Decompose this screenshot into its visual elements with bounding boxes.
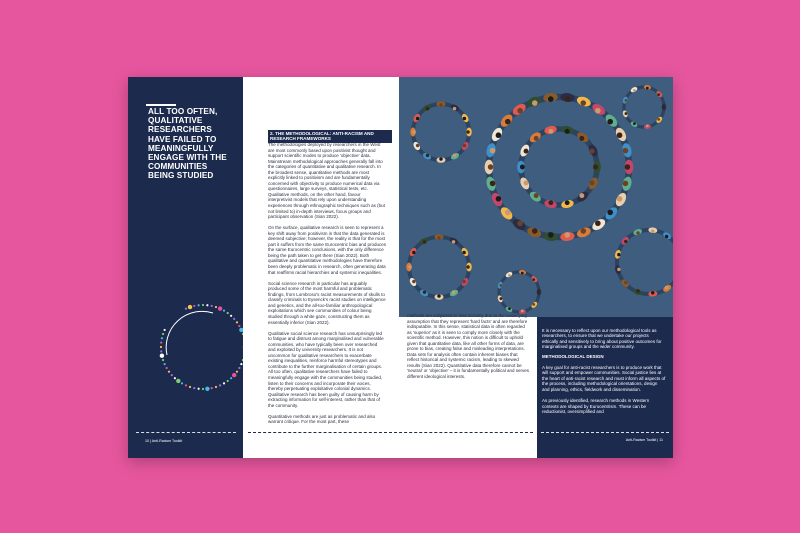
person-head	[651, 229, 655, 233]
person-head	[651, 291, 655, 295]
person-head	[532, 228, 538, 234]
person-head	[452, 290, 456, 294]
ring-dot	[198, 388, 200, 390]
person-head	[437, 236, 441, 240]
person-head	[617, 132, 623, 138]
person-head	[453, 154, 457, 158]
footer-right: Anti-Racism Toolkit | 11	[625, 438, 663, 442]
person-head	[488, 164, 494, 170]
ring-dot	[215, 306, 217, 308]
person-head	[500, 284, 503, 287]
ring-dot	[160, 346, 162, 348]
person-head	[490, 181, 496, 187]
person-head	[580, 100, 586, 106]
person-head	[548, 96, 554, 102]
person-head	[439, 157, 443, 161]
person-head	[466, 130, 470, 134]
person-head	[416, 117, 420, 121]
person-head	[564, 96, 570, 102]
ring-dot	[215, 386, 217, 388]
ring-dot	[162, 359, 164, 361]
person-head	[595, 220, 601, 226]
ring-dot	[174, 377, 176, 379]
person-head	[636, 231, 640, 235]
person-head	[500, 297, 503, 300]
person-head	[623, 181, 629, 187]
person-head	[466, 265, 470, 269]
person-head	[625, 99, 628, 102]
person-head	[412, 251, 416, 255]
footer-dashed-line	[136, 432, 236, 433]
footer-dashed-line-right	[541, 432, 669, 433]
person-head	[521, 272, 524, 275]
ring-dot	[227, 380, 229, 382]
ring-dot	[223, 382, 225, 384]
people-ring	[413, 104, 469, 160]
ring-dot	[238, 367, 240, 369]
ring-dot	[164, 363, 166, 365]
footer-dashed-line-center	[248, 432, 533, 433]
ring-dot	[206, 304, 208, 306]
person-head	[452, 240, 456, 244]
person-head	[593, 165, 598, 170]
person-head	[520, 165, 525, 170]
ring-dot	[218, 306, 222, 310]
person-head	[453, 107, 457, 111]
ring-dot	[230, 377, 232, 379]
ring-dot	[211, 387, 213, 389]
ring-dot	[227, 312, 229, 314]
section-heading: 2. THE METHODOLOGICAL: ANTI-RACISM AND RESEARCH FRAMEWORKS	[268, 130, 392, 143]
illustration-svg	[399, 77, 673, 317]
person-head	[439, 103, 443, 107]
ring-dot	[160, 350, 162, 352]
column-c-subheading: METHODOLOGICAL DESIGN	[542, 353, 604, 359]
person-head	[564, 232, 570, 238]
ring-dot	[181, 382, 183, 384]
ring-dot	[193, 387, 195, 389]
person-head	[625, 112, 628, 115]
person-head	[646, 87, 649, 90]
ring-dot	[185, 384, 187, 386]
person-head	[548, 200, 553, 205]
ring-dot	[160, 342, 162, 344]
ring-dot	[162, 333, 164, 335]
footer-left: 10 | Anti-Racism Toolkit	[145, 439, 183, 443]
person-head	[423, 290, 427, 294]
person-head	[532, 100, 538, 106]
person-head	[532, 303, 535, 306]
person-head	[636, 289, 640, 293]
person-head	[607, 210, 613, 216]
person-head	[633, 122, 636, 125]
person-head	[646, 125, 649, 128]
person-head	[665, 286, 669, 290]
ring-dot	[161, 337, 163, 339]
person-head	[408, 265, 412, 269]
ring-dot	[236, 321, 238, 323]
ring-dot	[236, 371, 238, 373]
person-head	[412, 280, 416, 284]
ring-dot	[232, 373, 236, 377]
booklet-spread	[128, 77, 673, 458]
person-head	[665, 235, 669, 239]
person-head	[590, 149, 595, 154]
person-head	[517, 220, 523, 226]
ring-dot	[171, 374, 173, 376]
people-ring	[409, 237, 469, 297]
person-head	[537, 291, 540, 294]
ring-dot	[198, 304, 200, 306]
ring-dot	[202, 304, 204, 306]
person-head	[505, 210, 511, 216]
body-column-b: methods are subjected to less scrutiny due to the underlying assumption that they represent 'hard facts' and are therefore indisputable. In this sense, statistical data is often regarded as 'superior' as it is seen to comply more closely with the scientific method. However, this notion is difficult to uphold given that quantitative data, like all other forms of data, are prone to bias, creating false and misleading interpretations. Data sets for analysis often contain inherent biases that reflect historical and systemic racism, leading to skewed results (Sian 2022). Quantitative data therefore cannot be 'neutral' or 'objective' – it is fundamentally political and serves different ideological interests.	[407, 313, 529, 380]
person-head	[423, 240, 427, 244]
person-head	[462, 280, 466, 284]
person-head	[548, 129, 553, 134]
person-head	[617, 268, 621, 272]
person-head	[617, 253, 621, 257]
left-navy-panel	[128, 77, 243, 458]
ring-dot	[166, 367, 168, 369]
ring-dot	[202, 388, 204, 390]
person-head	[524, 180, 529, 185]
person-head	[532, 278, 535, 281]
body-column-a: The methodologies deployed by researchers in the West are most commonly based upon positivist thought and support scientific modes to produce 'objective' data. Mainstream methodological approaches generally fall into the categories of quantitative and qualitative research. In the broadest sense, quantitative methods are most explicitly linked to positivism and are fundamentally concerned with objectivity to produce numerical data via questionnaires, large surveys, statistical tests, etc. Qualitative methods, on the other hand, favour interpretivist models that rely upon understanding experiences through ethnographic techniques such as (but not limited to) in-depth interviews, focus groups and participant observation (Sian 2022). On the surface, qualitative research is seen to represent a key shift away from positivism in that the data generated is deemed subjective; however, the reality is that for the most part it suffers from the same Eurocentric bias and produces the same Eurocentric conclusions, with the only difference being the path taken to get there (Sian 2022). Both qualitative and quantitative methodologies have therefore been deeply problematic in research, often generating data that reaffirms racial hierarchies and systemic inequalities. Social science research in particular has arguably produced some of the most harmful and problematic findings, from Lombroso's racist measurements of skulls to classify criminals to Eysenck's racist studies on intelligence and genetics, and the all-too-familiar anthropological exploitations which see communities of colour being studied through a white gaze, constructing them as essentially inferior (Sian 2022). Qualitative social science research has unsurprisingly led to fatigue and distrust among marginalised and vulnerable communities, who have typically been over researched and exploited by university researchers. It is not uncommon for qualitative researchers to exacerbate existing inequalities, reinforce harmful stereotypes and contribute to the further marginalisation of certain groups. All too often, qualitative researchers have failed to meaningfully engage with the communities being studied, listen to their concerns and incorporate their voices, thereby perpetuating exploitative colonial dynamics. Qualitative research has been guilty of causing harm by extracting information for self-interest, rather than that of the community. Quantitative methods are just as problematic and also warrant critique. For the most part, these	[268, 142, 386, 425]
person-head	[426, 107, 430, 111]
person-head	[580, 228, 586, 234]
person-head	[548, 232, 554, 238]
person-head	[590, 180, 595, 185]
ring-dot	[223, 310, 225, 312]
person-head	[426, 154, 430, 158]
person-head	[579, 193, 584, 198]
person-head	[565, 200, 570, 205]
pull-quote: ALL TOO OFTEN, QUALITATIVE RESEARCHERS HAVE FAILED TO MEANINGFULLY ENGAGE WITH THE COMMUNITIES BEING STUDIED	[148, 107, 227, 181]
person-head	[517, 108, 523, 114]
ring-arc	[166, 311, 213, 355]
person-head	[534, 193, 539, 198]
person-head	[508, 307, 511, 310]
person-head	[657, 93, 660, 96]
person-head	[657, 118, 660, 121]
ring-dot	[164, 329, 166, 331]
person-head	[521, 310, 524, 313]
person-head	[437, 294, 441, 298]
ring-dot	[219, 384, 221, 386]
ring-dot	[188, 305, 192, 309]
person-head	[534, 136, 539, 141]
person-head	[579, 136, 584, 141]
ring-dot	[193, 305, 195, 307]
person-head	[490, 148, 496, 154]
person-head	[524, 149, 529, 154]
person-head	[505, 119, 511, 125]
ring-dot	[230, 315, 232, 317]
ring-dot	[160, 354, 164, 358]
person-head	[412, 130, 416, 134]
person-head	[607, 119, 613, 125]
ring-dot	[205, 387, 209, 391]
ring-dot	[185, 308, 187, 310]
ring-dot	[168, 371, 170, 373]
ring-dot	[238, 325, 240, 327]
ring-dot	[189, 386, 191, 388]
person-head	[508, 274, 511, 277]
ring-dot	[233, 318, 235, 320]
person-head	[623, 148, 629, 154]
person-head	[625, 164, 631, 170]
person-head	[496, 132, 502, 138]
ring-dot	[176, 379, 180, 383]
person-head	[617, 196, 623, 202]
person-head	[565, 129, 570, 134]
person-head	[463, 144, 467, 148]
person-head	[496, 196, 502, 202]
hands-circles-illustration	[399, 77, 673, 317]
circle-dots-graphic	[128, 77, 243, 458]
column-c-body: A key goal for anti-racist researchers is to produce work that will support and empower communities. Social justice lies at the heart of anti-racist research and must inform all aspects of the process, including methodological orientations, design and planning, ethics, fieldwork and dissemination. As previously identified, research methods in Western contexts are shaped by Eurocentrism. These can be reductionist, oversimplified and	[542, 364, 666, 415]
person-head	[416, 144, 420, 148]
person-head	[624, 240, 628, 244]
person-head	[463, 117, 467, 121]
person-head	[624, 281, 628, 285]
person-head	[662, 106, 665, 109]
body-column-c	[542, 322, 666, 415]
column-c-intro: It is necessary to reflect upon our methodological tools as researchers, to ensure that we undertake our projects ethically and sensitively to bring about positive outcomes for marginalised groups and the wider community.	[542, 327, 662, 350]
person-head	[595, 108, 601, 114]
person-head	[633, 89, 636, 92]
person-head	[462, 251, 466, 255]
ring-dot	[211, 305, 213, 307]
